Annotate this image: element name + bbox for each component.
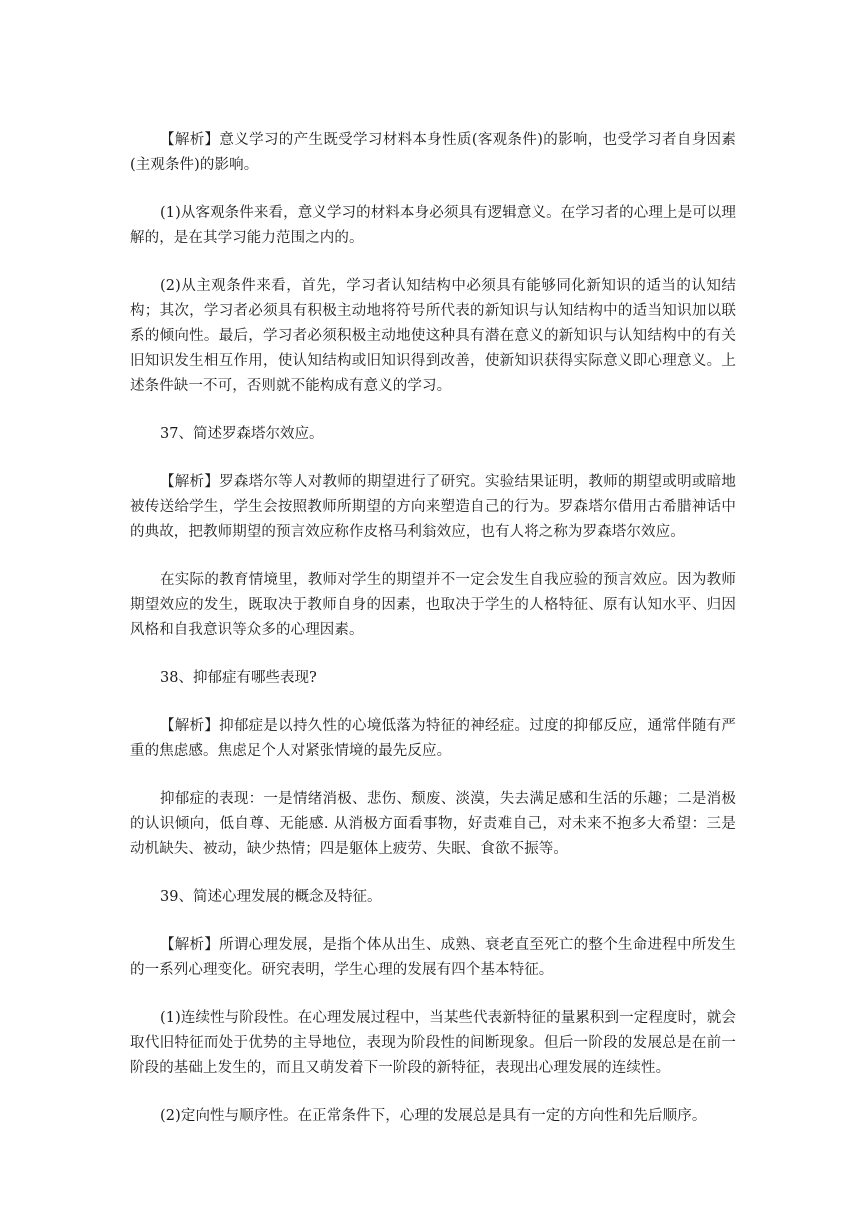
subjective-condition-paragraph: (2)从主观条件来看，首先，学习者认知结构中必须具有能够同化新知识的适当的认知结构；其次，学习者必须具有积极主动地将符号所代表的新知识与认知结构中的适当知识加以联系的倾向性。最后，学习者必须积极主动地使这种具有潜在意义的新知识与认知结构中的有关旧知识发生相互作用，使认知结构或旧知识得到改善，使新知识获得实际意义即心理意义。上述条件缺一不可，否则就不能构成有意义的学习。 <box>130 278 736 394</box>
body-paragraph: (2)定向性与顺序性。在正常条件下，心理的发展总是具有一定的方向性和先后顺序。 <box>160 1108 707 1124</box>
body-paragraph: 在实际的教育情境里，教师对学生的期望并不一定会发生自我应验的预言效应。因为教师期望效应的发生，既取决于教师自身的因素，也取决于学生的人格特征、原有认知水平、归因风格和自我意识等众多的心理因素。 <box>130 572 736 638</box>
body-paragraph: (1)连续性与阶段性。在心理发展过程中，当某些代表新特征的量累积到一定程度时，就会取代旧特征而处于优势的主导地位，表现为阶段性的间断现象。但后一阶段的发展总是在前一阶段的基础上发生的，而且又萌发着下一阶段的新特征，表现出心理发展的连续性。 <box>130 1010 736 1076</box>
objective-condition-paragraph: (1)从客观条件来看，意义学习的材料本身必须具有逻辑意义。在学习者的心理上是可以理解的，是在其学习能力范围之内的。 <box>130 205 736 246</box>
question-38-heading: 38、抑郁症有哪些表现? <box>160 670 317 686</box>
analysis-paragraph: 【解析】所谓心理发展，是指个体从出生、成熟、衰老直至死亡的整个生命进程中所发生的一系列心理变化。研究表明，学生心理的发展有四个基本特征。 <box>130 937 736 978</box>
question-37-heading: 37、简述罗森塔尔效应。 <box>160 426 324 442</box>
body-paragraph: 抑郁症的表现：一是情绪消极、悲伤、颓废、淡漠，失去满足感和生活的乐趣；二是消极的认识倾向，低自尊、无能感. 从消极方面看事物，好责难自己，对未来不抱多大希望：三是动机缺失、被动，缺少热情；四是躯体上疲劳、失眠、食欲不振等。 <box>130 791 736 857</box>
analysis-paragraph: 【解析】罗森塔尔等人对教师的期望进行了研究。实验结果证明，教师的期望或明或暗地被传送给学生，学生会按照教师所期望的方向来塑造自己的行为。罗森塔尔借用古希腊神话中的典故，把教师期望的预言效应称作皮格马利翁效应，也有人将之称为罗森塔尔效应。 <box>130 474 736 540</box>
document-body <box>130 128 736 1152</box>
analysis-paragraph: 【解析】意义学习的产生既受学习材料本身性质(客观条件)的影响，也受学习者自身因素(主观条件)的影响。 <box>130 132 736 173</box>
analysis-paragraph: 【解析】抑郁症是以持久性的心境低落为特征的神经症。过度的抑郁反应，通常伴随有严重的焦虑感。焦虑足个人对紧张情境的最先反应。 <box>130 718 736 759</box>
question-39-heading: 39、简述心理发展的概念及特征。 <box>160 889 382 905</box>
